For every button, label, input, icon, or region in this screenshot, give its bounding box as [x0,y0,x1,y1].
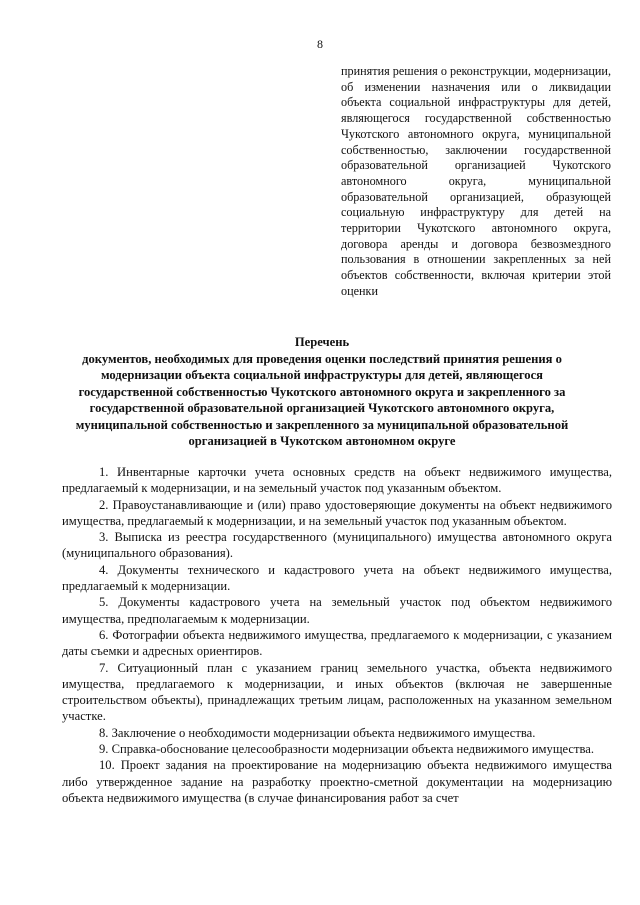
title-heading: Перечень [294,335,350,349]
title-subheading: документов, необходимых для проведения оценки последствий принятия решения о модернизации объекта социальной инфраструктуры для детей, являющегося государственной собственностью Чукотского автономного округа и закрепленного за государственной образовательной организацией Чукотского автономного округа, муниципальной собственностью и закрепленного за муниципальной образовательной организацией в Чукотском автономном округе [75,351,569,448]
header-reference-block [341,64,611,300]
list-item: 1. Инвентарные карточки учета основных средств на объект недвижимого имущества, предлагаемый к модернизации, и на земельный участок под указанным объектом. [62,465,612,496]
list-item: 10. Проект задания на проектирование на модернизацию объекта недвижимого имущества либо утвержденное задание на разработку проектно-сметной документации на модернизацию объекта недвижимого имущества (в случае финансирования работ за счет [62,758,612,805]
list-item: 2. Правоустанавливающие и (или) право удостоверяющие документы на объект недвижимого имущества, предлагаемый к модернизации, и на земельный участок под указанным объектом. [62,497,612,528]
list-item: 9. Справка-обоснование целесообразности модернизации объекта недвижимого имущества. [99,742,595,757]
list-item: 3. Выписка из реестра государственного (муниципального) имущества автономного округа (муниципального образования). [62,530,612,561]
list-item: 5. Документы кадастрового учета на земельный участок под объектом недвижимого имущества, предполагаемым к модернизации. [62,595,612,626]
header-reference-text: принятия решения о реконструкции, модернизации, об изменении назначения или о ликвидации объекта социальной инфраструктуры для детей, являющегося государственной собственностью Чукотского автономного округа, муниципальной собственностью, заключении государственной образовательной организацией Чукотского автономного округа, муниципальной образовательной организацией, образующей социальную инфраструктуру для детей на территории Чукотского автономного округа, договора аренды и договора безвозмездного пользования в отношении закрепленных за ней объектов собственности, включая критерии этой оценки [341,64,611,298]
list-item: 8. Заключение о необходимости модернизации объекта недвижимого имущества. [99,725,536,740]
page-number: 8 [317,37,323,51]
document-title [62,334,582,450]
document-list [62,464,612,806]
list-item: 7. Ситуационный план с указанием границ земельного участка, объекта недвижимого имущества, предлагаемого к модернизации, и иных объектов (включая не завершенные строительством объекты), принадлежащих третьим лицам, расположенных на указанном земельном участке. [62,660,612,724]
list-item: 4. Документы технического и кадастрового учета на объект недвижимого имущества, предлагаемый к модернизации. [62,562,612,594]
list-item: 6. Фотографии объекта недвижимого имущества, предлагаемого к модернизации, с указанием даты съемки и адресных ориентиров. [62,627,612,659]
